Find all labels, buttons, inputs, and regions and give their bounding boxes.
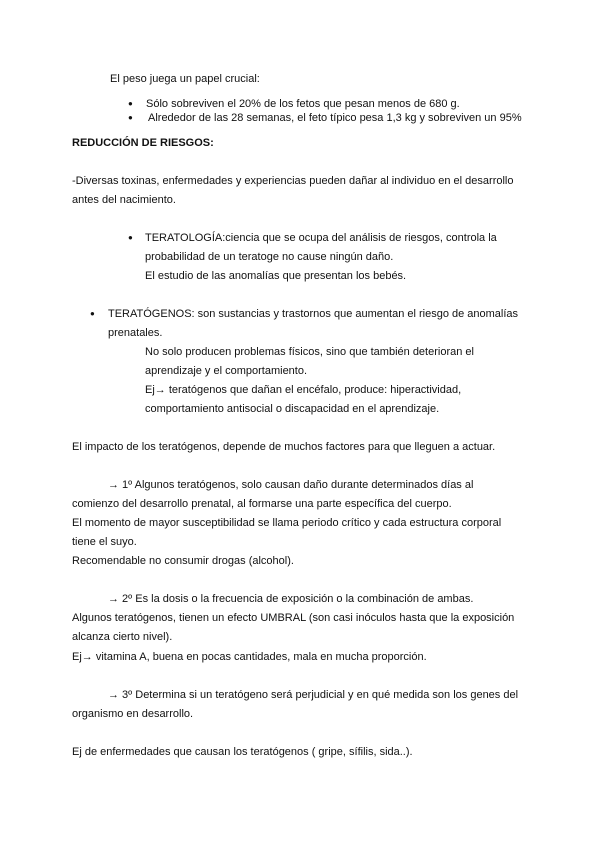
- factor1-line-5: Recomendable no consumir drogas (alcohol).: [72, 555, 294, 567]
- factor1-line-3: El momento de mayor susceptibilidad se llama periodo crítico y cada estructura corporal: [72, 517, 502, 529]
- bullet-dot-icon: ●: [90, 309, 95, 318]
- teratogenos-line-1: TERATÓGENOS: son sustancias y trastornos que aumentan el riesgo de anomalías: [108, 308, 519, 320]
- para1-line-2: antes del nacimiento.: [72, 194, 176, 206]
- bullet-dot-icon: ●: [128, 233, 133, 242]
- teratogenos-line-4: aprendizaje y el comportamiento.: [145, 365, 308, 377]
- intro-bullet-1: Sólo sobreviven el 20% de los fetos que pesan menos de 680 g.: [146, 98, 460, 110]
- teratogenos-line-6: comportamiento antisocial o discapacidad en el aprendizaje.: [145, 403, 440, 415]
- teratogenos-line-5: Ej→ teratógenos que dañan el encéfalo, produce: hiperactividad,: [145, 384, 462, 396]
- factor1-line-4: tiene el suyo.: [72, 536, 137, 548]
- factor1-line-2: comienzo del desarrollo prenatal, al formarse una parte específica del cuerpo.: [72, 498, 452, 510]
- ejemplo-paragraph: Ej de enfermedades que causan los teratógenos ( gripe, sífilis, sida..).: [72, 746, 413, 758]
- factor3-line-1: → 3º Determina si un teratógeno será perjudicial y en qué medida son los genes del: [108, 689, 519, 701]
- section-title: REDUCCIÓN DE RIESGOS:: [72, 137, 214, 149]
- teratologia-line-1: TERATOLOGÍA:ciencia que se ocupa del análisis de riesgos, controla la: [145, 232, 497, 244]
- para1-line-1: -Diversas toxinas, enfermedades y experiencias pueden dañar al individuo en el desarrollo: [72, 175, 514, 187]
- teratologia-line-3: El estudio de las anomalías que presentan los bebés.: [145, 270, 407, 282]
- factor2-line-2: Algunos teratógenos, tienen un efecto UMBRAL (son casi inóculos hasta que la exposición: [72, 612, 515, 624]
- teratogenos-line-3: No solo producen problemas físicos, sino que también deterioran el: [145, 346, 474, 358]
- factor1-line-1: → 1º Algunos teratógenos, solo causan daño durante determinados días al: [108, 479, 474, 491]
- factor2-line-1: → 2º Es la dosis o la frecuencia de exposición o la combinación de ambas.: [108, 593, 474, 605]
- bullet-dot-icon: ●: [128, 99, 133, 108]
- factor2-line-4: Ej→ vitamina A, buena en pocas cantidades, mala en mucha proporción.: [72, 651, 427, 663]
- impacto-paragraph: El impacto de los teratógenos, depende de muchos factores para que lleguen a actuar.: [72, 441, 496, 453]
- teratogenos-line-2: prenatales.: [108, 327, 163, 339]
- teratologia-line-2: probabilidad de un teratoge no cause ningún daño.: [145, 251, 394, 263]
- bullet-dot-icon: ●: [128, 113, 133, 122]
- factor3-line-2: organismo en desarrollo.: [72, 708, 194, 720]
- intro-bullet-2: Alrededor de las 28 semanas, el feto típico pesa 1,3 kg y sobreviven un 95%: [148, 112, 522, 124]
- factor2-line-3: alcanza cierto nivel).: [72, 631, 173, 643]
- intro-heading: El peso juega un papel crucial:: [110, 73, 260, 85]
